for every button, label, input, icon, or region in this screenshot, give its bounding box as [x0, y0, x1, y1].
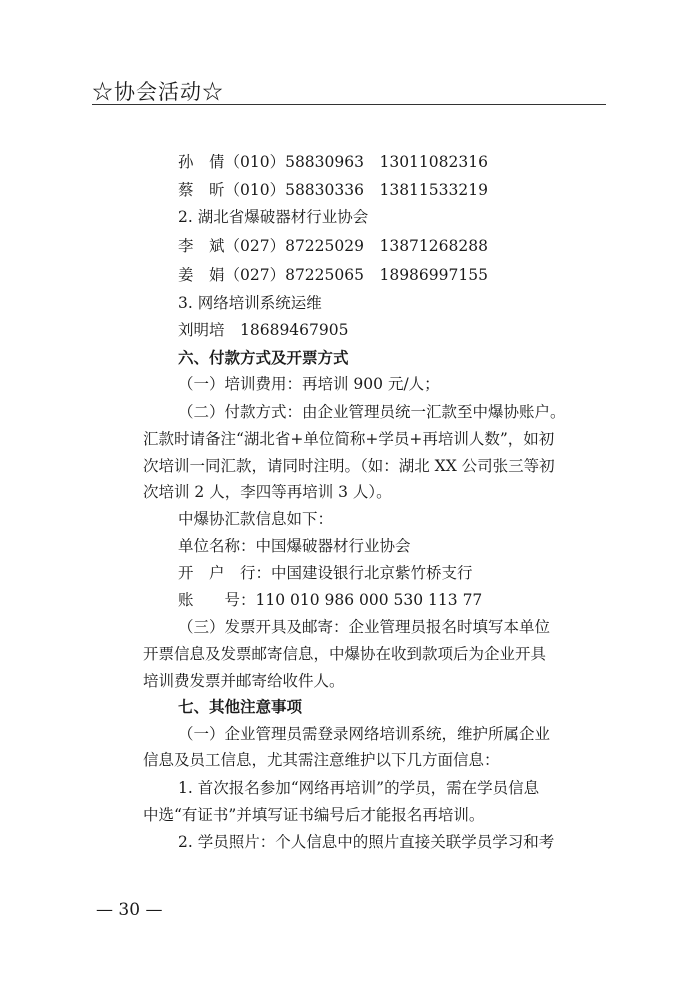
paragraph-line: 次培训 2 人，李四等再培训 3 人）。 [143, 483, 392, 501]
paragraph-line: 次培训一同汇款，请同时注明。（如：湖北 XX 公司张三等初 [143, 457, 555, 475]
org-heading: 3. 网络培训系统运维 [178, 294, 322, 312]
paragraph-line: 中爆协汇款信息如下： [178, 510, 334, 528]
paragraph-line: 中选“有证书”并填写证书编号后才能报名再培训。 [143, 806, 485, 824]
paragraph-line: 2. 学员照片：个人信息中的照片直接关联学员学习和考 [178, 833, 555, 851]
paragraph-line: 信息及员工信息，尤其需注意维护以下几方面信息： [143, 751, 500, 769]
paragraph-line: 1. 首次报名参加“网络再培训”的学员，需在学员信息 [178, 779, 540, 797]
contact-line: 刘明培 18689467905 [178, 321, 349, 339]
contact-line: 姜 娟（027）87225065 18986997155 [178, 266, 488, 284]
header-title: ☆协会活动☆ [92, 80, 224, 104]
section-heading: 六、付款方式及开票方式 [178, 349, 349, 367]
paragraph-line: 汇款时请备注“湖北省+单位简称+学员+再培训人数”，如初 [143, 430, 555, 448]
bank-line: 开 户 行：中国建设银行北京紫竹桥支行 [178, 564, 473, 582]
account-number-line: 账 号：110 010 986 000 530 113 77 [178, 591, 483, 609]
page-number: — 30 — [96, 900, 163, 920]
paragraph-line: （一）企业管理员需登录网络培训系统，维护所属企业 [178, 725, 551, 743]
org-heading: 2. 湖北省爆破器材行业协会 [178, 208, 369, 226]
paragraph-line: 开票信息及发票邮寄信息，中爆协在收到款项后为企业开具 [143, 645, 547, 663]
paragraph-line: 培训费发票并邮寄给收件人。 [143, 672, 345, 690]
paragraph-line: （二）付款方式：由企业管理员统一汇款至中爆协账户。 [178, 403, 566, 421]
contact-line: 蔡 昕（010）58830336 13811533219 [178, 181, 488, 199]
header-divider [92, 104, 606, 105]
paragraph-line: （三）发票开具及邮寄：企业管理员报名时填写本单位 [178, 618, 551, 636]
section-heading: 七、其他注意事项 [178, 698, 303, 716]
contact-line: 李 斌（027）87225029 13871268288 [178, 237, 488, 255]
account-name-line: 单位名称：中国爆破器材行业协会 [178, 537, 411, 555]
contact-line: 孙 倩（010）58830963 13011082316 [178, 153, 488, 171]
paragraph-line: （一）培训费用：再培训 900 元/人； [178, 375, 440, 393]
